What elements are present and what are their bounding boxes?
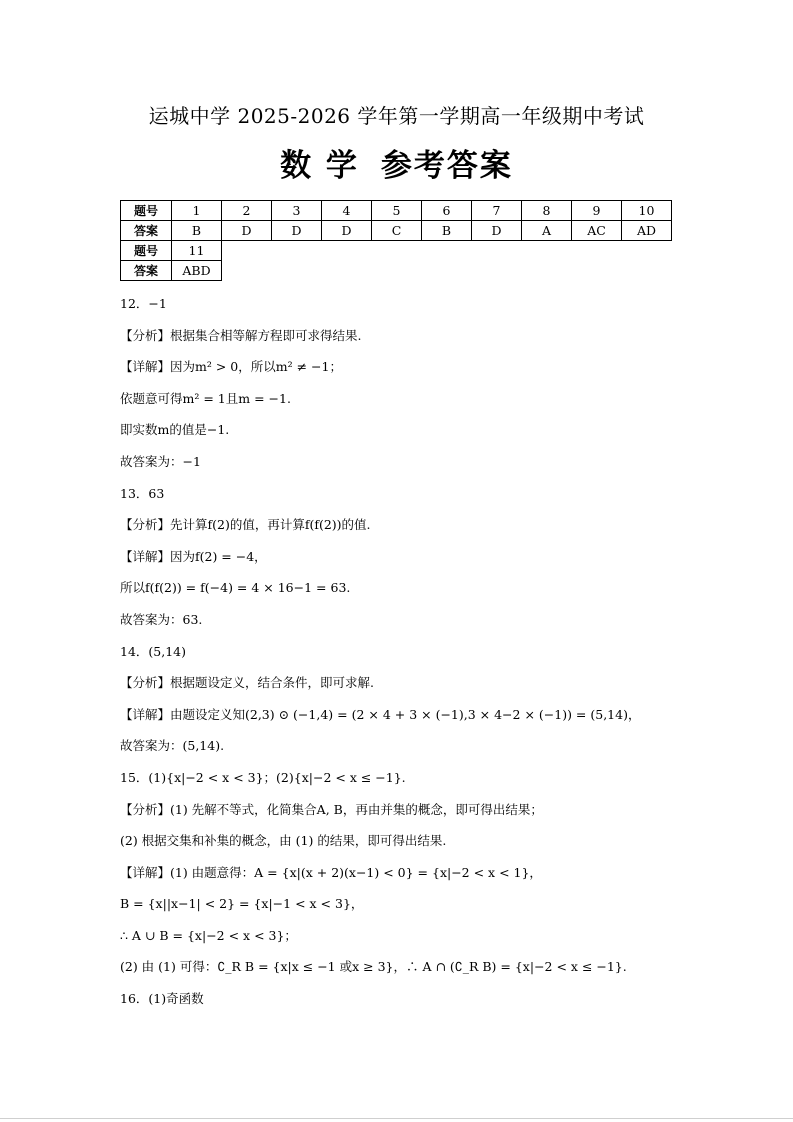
detail-line: 【详解】(1) 由题意得：A = {x|(x + 2)(x−1) < 0} = {x|−2 < x < 1}， [120, 864, 542, 880]
question-number-cell: 1 [172, 201, 222, 221]
answer-cell: D [222, 221, 272, 241]
question-number-cell: 8 [522, 201, 572, 221]
detail-line: ∴ A ∪ B = {x|−2 < x < 3}； [120, 927, 297, 943]
question-13-answer: 13．63 [120, 485, 165, 501]
answer-header: 答案 [121, 221, 172, 241]
final-answer-line: 故答案为：(5,14). [120, 738, 225, 754]
question-15-answer: 15．(1){x|−2 < x < 3}；(2){x|−2 < x ≤ −1}. [120, 769, 406, 785]
page-bottom-rule [0, 1118, 793, 1119]
question-number-cell: 4 [322, 201, 372, 221]
answer-cell: D [472, 221, 522, 241]
detail-line: (2) 由 (1) 可得：∁_R B = {x|x ≤ −1 或x ≥ 3}，∴ A ∩ (∁_R B) = {x|−2 < x ≤ −1}. [120, 959, 627, 975]
question-number-header: 题号 [121, 241, 172, 261]
question-16-answer: 16．(1)奇函数 [120, 991, 204, 1007]
question-number-cell: 5 [372, 201, 422, 221]
answer-cell: ABD [172, 261, 222, 281]
answer-cell: D [322, 221, 372, 241]
answer-cell: AC [572, 221, 622, 241]
answer-row [121, 261, 672, 281]
analysis-line: 【分析】根据题设定义，结合条件，即可求解. [120, 675, 374, 691]
analysis-line: 【分析】(1) 先解不等式，化简集合A, B，再由并集的概念，即可得出结果； [120, 801, 543, 817]
reference-answer-label: 参考答案 [380, 148, 513, 184]
question-number-cell: 10 [622, 201, 672, 221]
answer-cell: B [172, 221, 222, 241]
final-answer-line: 故答案为：−1 [120, 453, 201, 469]
question-number-row [121, 201, 672, 221]
detail-line: 【详解】因为f(2) = −4， [120, 548, 267, 564]
question-number-cell: 9 [572, 201, 622, 221]
answer-cell: D [272, 221, 322, 241]
analysis-line: 【分析】先计算f(2)的值，再计算f(f(2))的值. [120, 517, 371, 533]
answer-header: 答案 [121, 261, 172, 281]
answer-cell: AD [622, 221, 672, 241]
detail-line: B = {x||x−1| < 2} = {x|−1 < x < 3}， [120, 896, 364, 912]
question-number-cell: 7 [472, 201, 522, 221]
detail-line: 依题意可得m² = 1且m = −1. [120, 390, 291, 406]
question-number-cell: 11 [172, 241, 222, 261]
solution-content [120, 294, 680, 1021]
question-number-cell: 2 [222, 201, 272, 221]
subject-label: 数 学 [280, 148, 359, 184]
question-number-row [121, 241, 672, 261]
answer-cell: C [372, 221, 422, 241]
analysis-line: (2) 根据交集和补集的概念，由 (1) 的结果，即可得出结果. [120, 833, 447, 849]
page-subtitle [0, 140, 793, 185]
exam-title: 运城中学 2025-2026 学年第一学期高一年级期中考试 [148, 104, 645, 128]
answer-row [121, 221, 672, 241]
question-12-answer: 12．−1 [120, 296, 167, 311]
detail-line: 【详解】由题设定义知(2,3) ⊙ (−1,4) = (2 × 4 + 3 × (−1),3 × 4−2 × (−1)) = (5,14)， [120, 706, 641, 722]
question-14-answer: 14．(5,14) [120, 643, 186, 659]
analysis-line: 【分析】根据集合相等解方程即可求得结果. [120, 327, 362, 343]
question-number-cell: 6 [422, 201, 472, 221]
question-number-header: 题号 [121, 201, 172, 221]
final-answer-line: 故答案为：63. [120, 611, 203, 627]
question-number-cell: 3 [272, 201, 322, 221]
answer-cell: B [422, 221, 472, 241]
detail-line: 所以f(f(2)) = f(−4) = 4 × 16−1 = 63. [120, 580, 351, 596]
answer-cell: A [522, 221, 572, 241]
answer-table [120, 200, 672, 281]
detail-line: 【详解】因为m² > 0，所以m² ≠ −1； [120, 359, 342, 375]
detail-line: 即实数m的值是−1. [120, 422, 230, 438]
